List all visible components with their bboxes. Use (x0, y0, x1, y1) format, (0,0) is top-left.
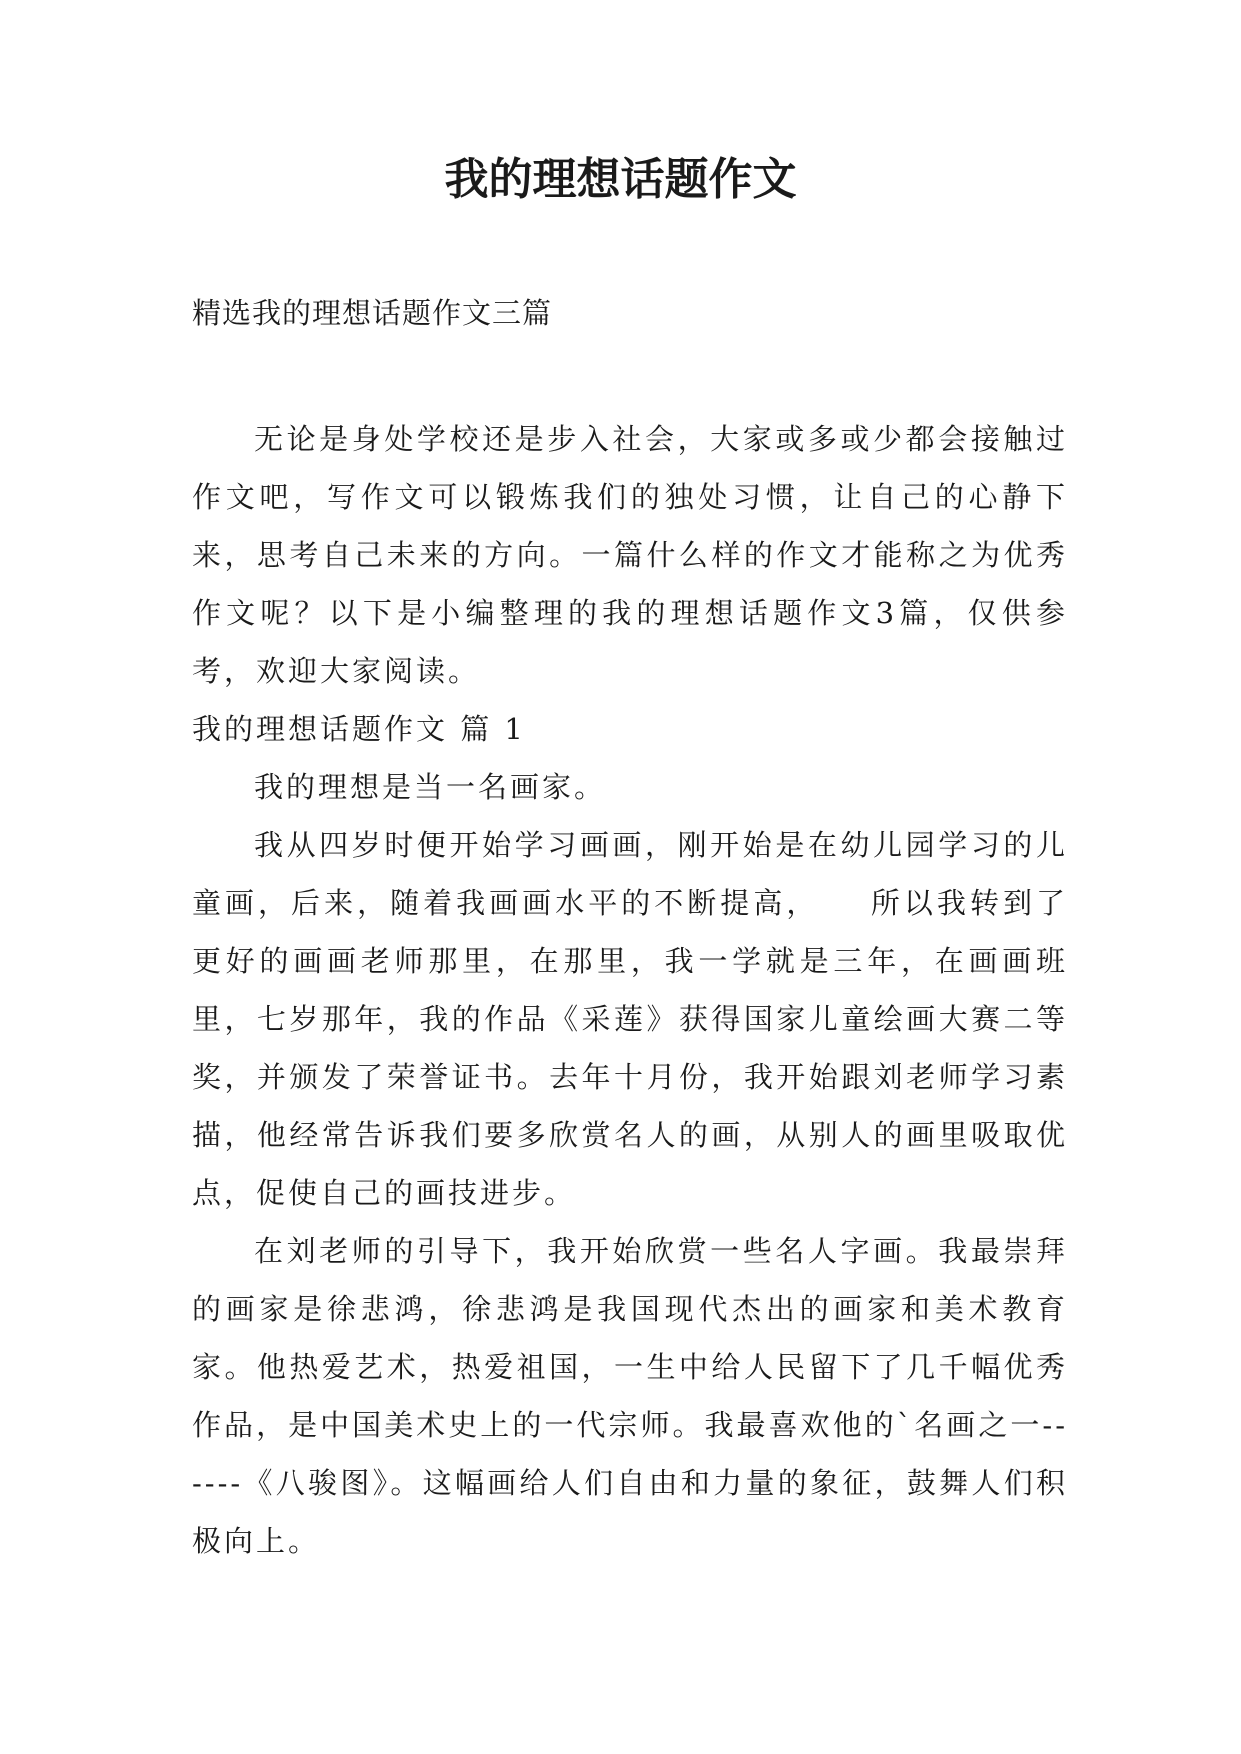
document-body (192, 410, 1068, 1570)
body-paragraph-1: 我的理想是当一名画家。 (254, 770, 607, 804)
body-paragraph-2: 我从四岁时便开始学习画画，刚开始是在幼儿园学习的儿童画，后来，随着我画画水平的不断提高， 所以我转到了更好的画画老师那里，在那里，我一学就是三年，在画画班里，七岁那年，我的作品《采莲》获得国家儿童绘画大赛二等奖，并颁发了荣誉证书。去年十月份，我开始跟刘老师学习素描，他经常告诉我们要多欣赏名人的画，从别人的画里吸取优点，促使自己的画技进步。 (192, 828, 1068, 1210)
body-paragraph-3: 在刘老师的引导下，我开始欣赏一些名人字画。我最崇拜的画家是徐悲鸿，徐悲鸿是我国现代杰出的画家和美术教育家。他热爱艺术，热爱祖国，一生中给人民留下了几千幅优秀作品，是中国美术史上的一代宗师。我最喜欢他的`名画之一------《八骏图》。这幅画给人们自由和力量的象征，鼓舞人们积极向上。 (192, 1234, 1068, 1558)
document-subtitle: 精选我的理想话题作文三篇 (192, 296, 553, 330)
section-heading: 我的理想话题作文 篇 1 (192, 712, 526, 746)
document-title: 我的理想话题作文 (444, 154, 797, 205)
intro-paragraph: 无论是身处学校还是步入社会，大家或多或少都会接触过作文吧，写作文可以锻炼我们的独处习惯，让自己的心静下来，思考自己未来的方向。一篇什么样的作文才能称之为优秀作文呢？以下是小编整理的我的理想话题作文3篇，仅供参考，欢迎大家阅读。 (192, 422, 1068, 688)
